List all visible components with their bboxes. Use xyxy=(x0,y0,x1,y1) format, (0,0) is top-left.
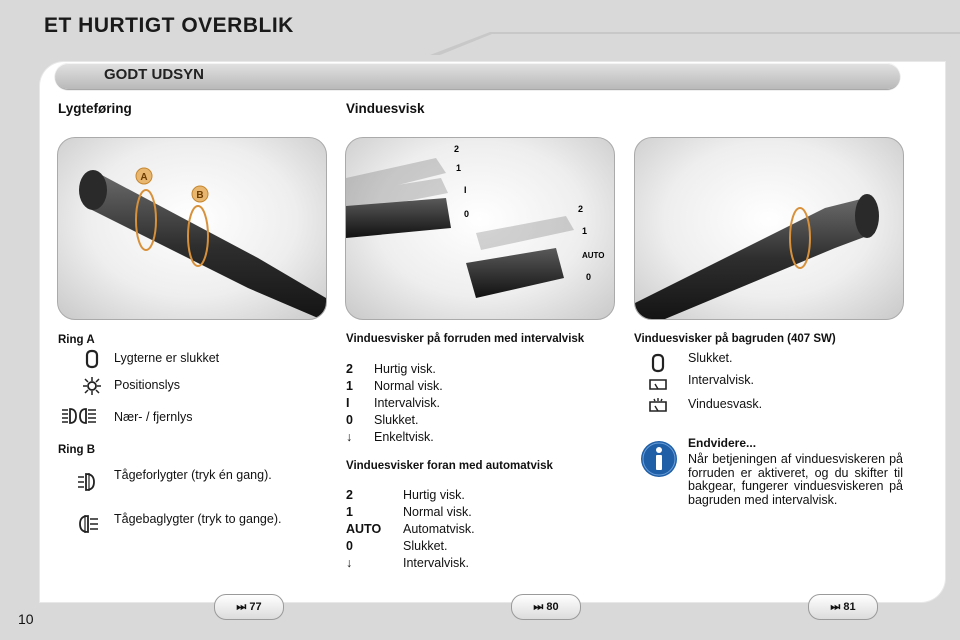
list-item: I Intervalvisk. xyxy=(346,396,440,410)
rear-item: Slukket. xyxy=(688,351,733,365)
front-auto-title: Vinduesvisker foran med automatvisk xyxy=(346,460,553,472)
note-title: Endvidere... xyxy=(688,436,757,450)
rear-wash-icon xyxy=(646,396,670,418)
rear-interval-icon xyxy=(646,374,670,396)
list-item: 2 Hurtig visk. xyxy=(346,488,465,502)
wipers-heading: Vinduesvisk xyxy=(346,101,425,116)
wiper-label: 2 xyxy=(454,144,460,154)
ring-b-heading: Ring B xyxy=(58,444,96,456)
list-item: 0 Slukket. xyxy=(346,413,419,427)
rear-item: Vinduesvask. xyxy=(688,397,763,411)
wiper-label: 1 xyxy=(456,163,462,173)
list-item: 1 Normal visk. xyxy=(346,379,443,393)
light-stalk-photo xyxy=(57,137,327,320)
ring-a-label: A xyxy=(140,172,148,183)
ring-a-item: Positionslys xyxy=(114,378,180,392)
lights-heading: Lygteføring xyxy=(58,101,132,116)
rear-wiper-title: Vinduesvisker på bagruden (407 SW) xyxy=(634,333,836,345)
list-item: AUTO Automatvisk. xyxy=(346,522,475,536)
front-auto-list xyxy=(346,487,596,572)
position-light-icon xyxy=(80,375,104,397)
rear-item: Intervalvisk. xyxy=(688,373,754,387)
page-number: 10 xyxy=(18,611,34,627)
ring-a-item: Lygterne er slukket xyxy=(114,351,220,365)
ring-a-item: Nær- / fjernlys xyxy=(114,410,193,424)
front-interval-title: Vinduesvisker på forruden med intervalvisk xyxy=(346,333,585,345)
ring-a-heading: Ring A xyxy=(58,334,95,346)
wiper-label: 0 xyxy=(464,209,470,219)
rear-wiper-photo xyxy=(634,137,904,320)
rear-off-icon xyxy=(646,352,670,374)
header-decoration xyxy=(0,0,960,62)
wiper-label: 0 xyxy=(586,272,592,282)
page-ref-button[interactable]: ⏭ 81 xyxy=(808,594,878,620)
list-item: 0 Slukket. xyxy=(346,539,448,553)
front-wiper-photo xyxy=(345,137,615,320)
ring-b-label: B xyxy=(196,190,204,201)
list-item: 1 Normal visk. xyxy=(346,505,472,519)
front-fog-icon xyxy=(76,471,100,493)
rear-fog-icon xyxy=(76,513,100,535)
list-item: ↓ Enkeltvisk. xyxy=(346,430,434,444)
page-ref-button[interactable]: ⏭ 80 xyxy=(511,594,581,620)
headlight-icon xyxy=(60,405,104,427)
list-item: 2 Hurtig visk. xyxy=(346,362,436,376)
lights-off-icon xyxy=(80,348,104,370)
wiper-label: I xyxy=(464,185,467,195)
ring-b-item: Tågeforlygter (tryk én gang). xyxy=(114,468,272,482)
page-ref-button[interactable]: ⏭ 77 xyxy=(214,594,284,620)
section-title: GODT UDSYN xyxy=(104,66,205,83)
note-text: Når betjeningen af vinduesviskeren på forruden er aktiveret, og du skifter til bakgear, fungerer vinduesviskeren på bagruden med intervalvisk. xyxy=(688,452,903,507)
front-interval-list xyxy=(346,361,596,446)
list-item: ↓ Intervalvisk. xyxy=(346,556,469,570)
wiper-label: 1 xyxy=(582,226,588,236)
wiper-label: AUTO xyxy=(582,251,605,260)
wiper-label: 2 xyxy=(578,204,584,214)
info-icon xyxy=(640,440,678,478)
page-title: ET HURTIGT OVERBLIK xyxy=(44,14,294,37)
ring-b-item: Tågebaglygter (tryk to gange). xyxy=(114,512,282,526)
